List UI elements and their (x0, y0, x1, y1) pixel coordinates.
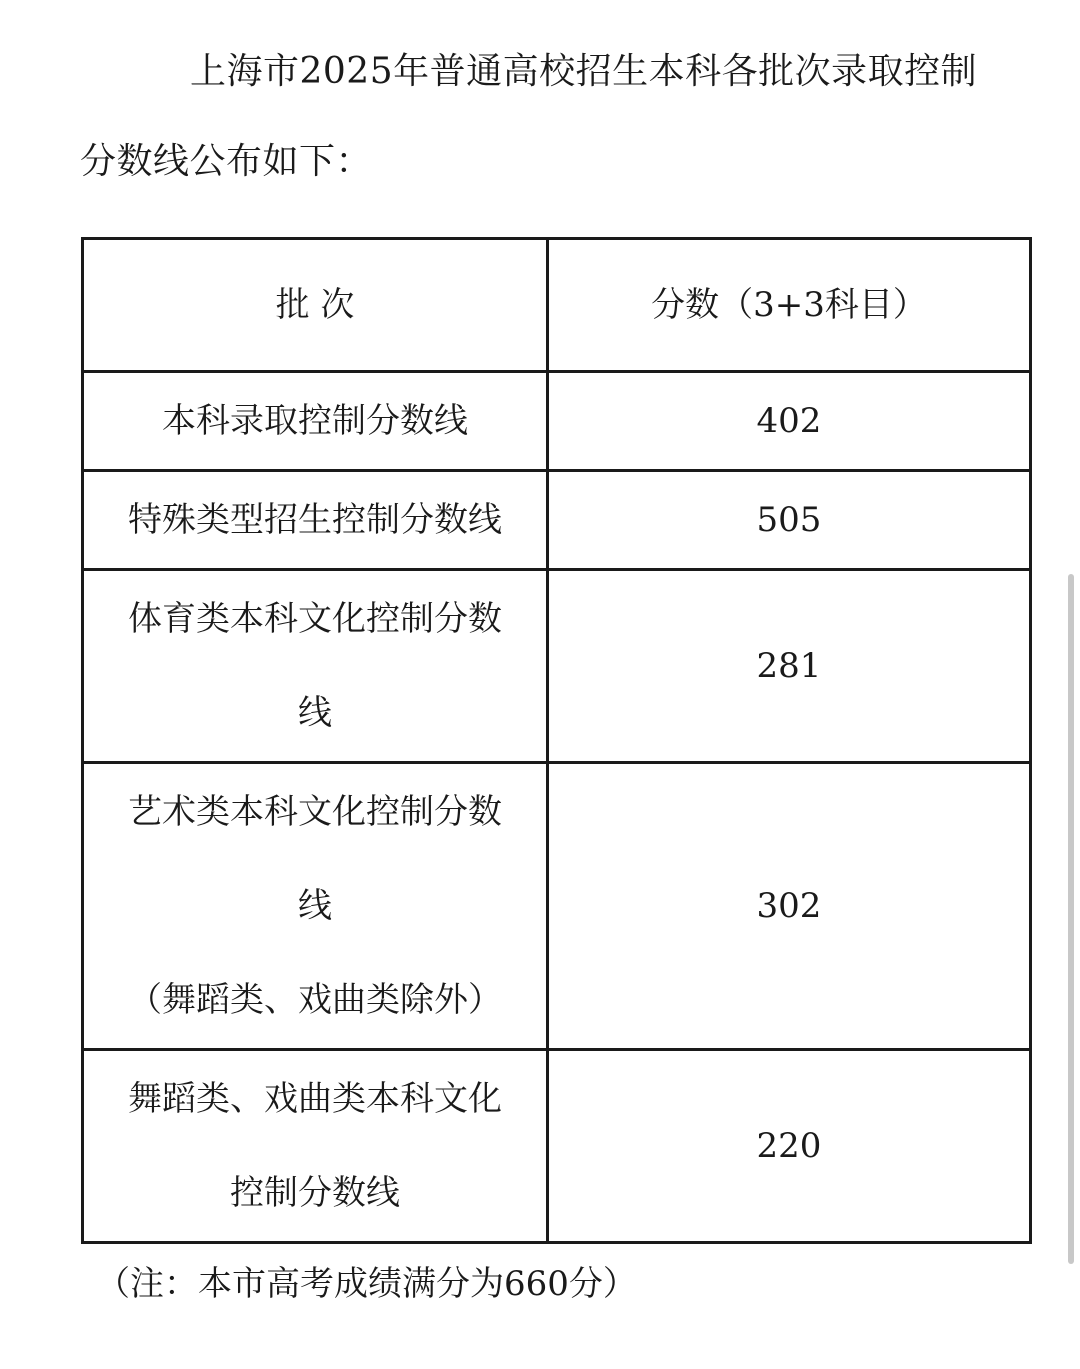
score-cell: 302 (548, 763, 1031, 1050)
batch-line: 舞蹈类、戏曲类本科文化 (128, 1079, 502, 1119)
score-cell: 505 (548, 471, 1031, 570)
score-cell: 402 (548, 372, 1031, 471)
table-row (83, 570, 1031, 763)
score-cell: 281 (548, 570, 1031, 763)
batch-cell (83, 372, 548, 471)
header-score: 分数（3+3科目） (548, 239, 1031, 372)
batch-line: 线 (298, 886, 332, 926)
footnote: （注：本市高考成绩满分为660分） (96, 1264, 637, 1304)
scrollbar-thumb[interactable] (1068, 574, 1074, 1264)
intro-line-2: 分数线公布如下： (80, 141, 373, 182)
batch-line: 特殊类型招生控制分数线 (128, 500, 502, 540)
table-row (83, 763, 1031, 1050)
table-row (83, 1050, 1031, 1243)
table-row (83, 471, 1031, 570)
batch-line: 体育类本科文化控制分数 (128, 599, 502, 639)
batch-line: 艺术类本科文化控制分数 (128, 792, 502, 832)
batch-line: 本科录取控制分数线 (162, 401, 468, 441)
intro-line-1: 上海市2025年普通高校招生本科各批次录取控制 (190, 51, 978, 92)
batch-line: 线 (298, 693, 332, 733)
score-cell: 220 (548, 1050, 1031, 1243)
header-batch: 批 次 (83, 239, 548, 372)
table-row (83, 372, 1031, 471)
batch-cell (83, 570, 548, 763)
batch-line: （舞蹈类、戏曲类除外） (128, 980, 502, 1020)
batch-cell (83, 1050, 548, 1243)
score-table (81, 237, 1032, 1244)
batch-line: 控制分数线 (230, 1173, 400, 1213)
batch-cell (83, 763, 548, 1050)
batch-cell (83, 471, 548, 570)
table-header-row (83, 239, 1031, 372)
